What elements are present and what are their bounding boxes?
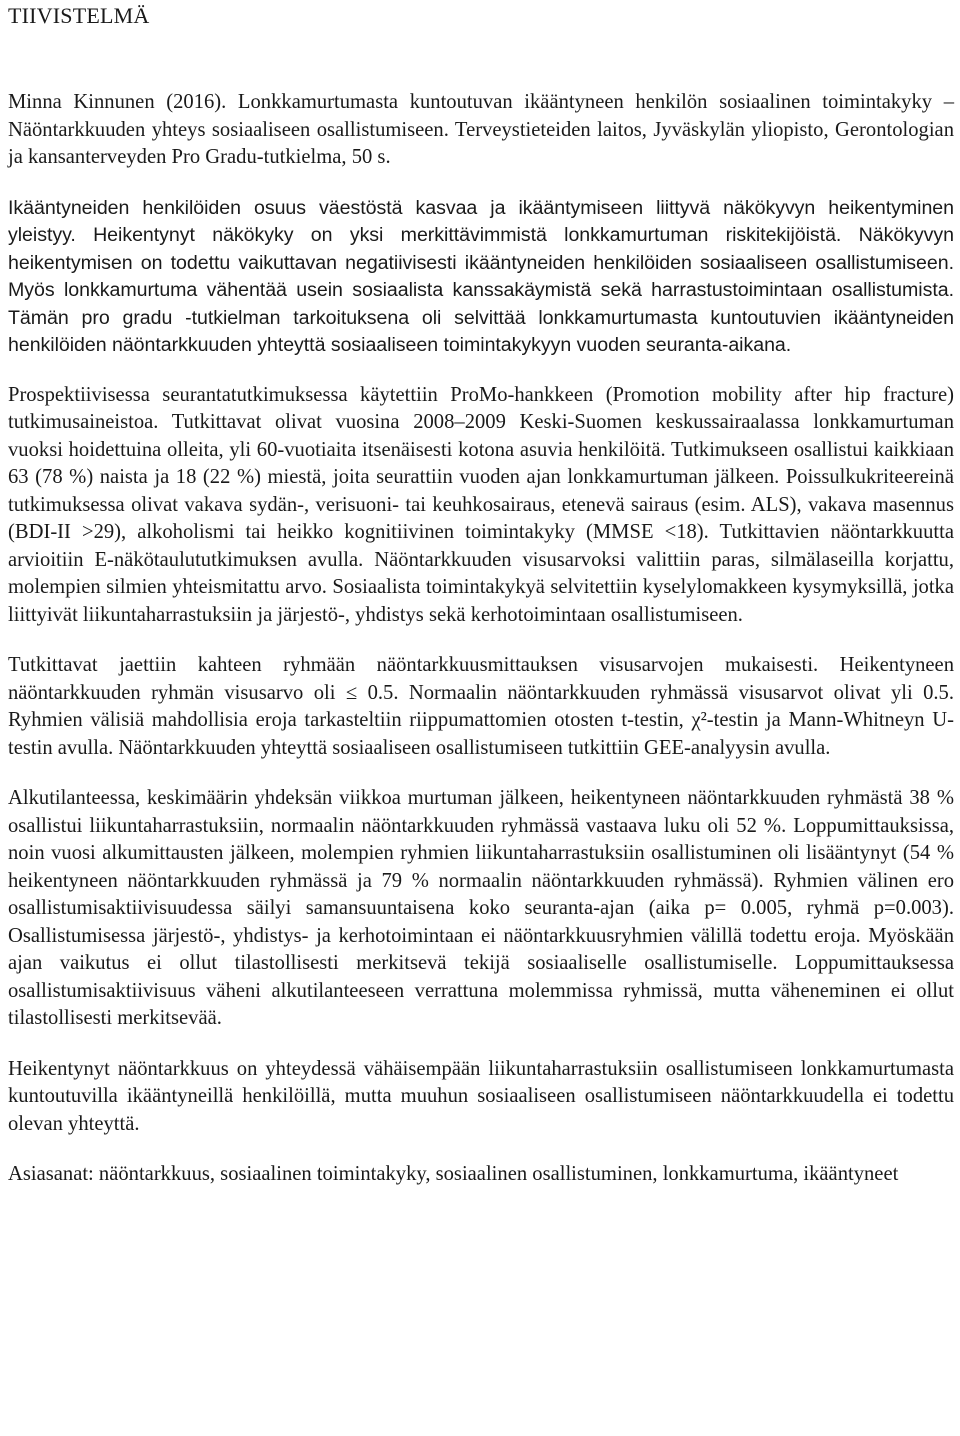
results-paragraph: Alkutilanteessa, keskimäärin yhdeksän viikkoa murtuman jälkeen, heikentyneen näöntarkkuuden ryhmästä 38 % osallistui liikuntaharrastuksiin, normaalin näöntarkkuuden ryhmässä vastaava luku oli 52 %. Loppumittauksissa, noin vuosi alkumittausten jälkeen, molempien ryhmien liikuntaharrastuksiin osallistuminen oli lisääntynyt (54 % heikentyneen näöntarkkuuden ryhmässä ja 79 % normaalin näöntarkkuuden ryhmässä). Ryhmien välinen ero osallistumisaktiivisuudessa säilyi samansuuntaisena koko seuranta-ajan (aika p= 0.005, ryhmä p=0.003). Osallistumisessa järjestö-, yhdistys- ja kerhotoimintaan ei näöntarkkuusryhmien välillä todettu eroja. Myöskään ajan vaikutus ei ollut tilastollisesti merkitsevä tekijä sosiaaliselle osallistumiselle. Loppumittauksessa osallistumisaktiivisuus väheni alkutilanteeseen verrattuna molemmissa ryhmissä, mutta väheneminen ei ollut tilastollisesti merkitsevää. [8,787,954,1029]
abstract-page [8,0,954,1189]
analysis-paragraph: Tutkittavat jaettiin kahteen ryhmään näöntarkkuusmittauksen visusarvojen mukaisesti. Heikentyneen näöntarkkuuden ryhmän visusarvo oli ≤ 0.5. Normaalin näöntarkkuuden ryhmässä visusarvot olivat yli 0.5. Ryhmien välisiä mahdollisia eroja tarkasteltiin riippumattomien otosten t-testin, χ²-testin ja Mann-Whitneyn U-testin avulla. Näöntarkkuuden yhteyttä sosiaaliseen osallistumiseen tutkittiin GEE-analyysin avulla. [8,654,954,759]
page-title: TIIVISTELMÄ [8,3,150,28]
citation-paragraph: Minna Kinnunen (2016). Lonkkamurtumasta kuntoutuvan ikääntyneen henkilön sosiaalinen toimintakyky – Näöntarkkuuden yhteys sosiaaliseen osallistumiseen. Terveystieteiden laitos, Jyväskylän yliopisto, Gerontologian ja kansanterveyden Pro Gradu-tutkielma, 50 s. [8,91,954,168]
conclusion-paragraph: Heikentynyt näöntarkkuus on yhteydessä vähäisempään liikuntaharrastuksiin osallistumiseen lonkkamurtumasta kuntoutuvilla ikääntyneillä henkilöillä, mutta muuhun sosiaaliseen osallistumiseen näöntarkkuudella ei todettu olevan yhteyttä. [8,1057,954,1135]
keywords-paragraph: Asiasanat: näöntarkkuus, sosiaalinen toimintakyky, sosiaalinen osallistuminen, lonkkamurtuma, ikääntyneet [8,1163,899,1185]
background-paragraph: Ikääntyneiden henkilöiden osuus väestöstä kasvaa ja ikääntymiseen liittyvä näkökyvyn heikentyminen yleistyy. Heikentynyt näkökyky on yksi merkittävimmistä lonkkamurtuman riskitekijöistä. Näkökyvyn heikentymisen on todettu vaikuttavan negatiivisesti ikääntyneiden henkilöiden sosiaaliseen osallistumiseen. Myös lonkkamurtuma vähentää usein sosiaalista kanssakäymistä sekä harrastustoimintaan osallistumista. Tämän pro gradu -tutkielman tarkoituksena oli selvittää lonkkamurtumasta kuntoutuvien ikääntyneiden henkilöiden näöntarkkuuden yhteyttä sosiaaliseen toimintakykyyn vuoden seuranta-aikana. [8,196,954,356]
methods-paragraph: Prospektiivisessa seurantatutkimuksessa käytettiin ProMo-hankkeen (Promotion mobility after hip fracture) tutkimusaineistoa. Tutkittavat olivat vuosina 2008–2009 Keski-Suomen keskussairaalassa lonkkamurtuman vuoksi hoidettuina olleita, yli 60-vuotiaita itsenäisesti kotona asuvia henkilöitä. Tutkimukseen osallistui kaikkiaan 63 (78 %) naista ja 18 (22 %) miestä, joita seurattiin vuoden ajan lonkkamurtuman jälkeen. Poissulkukriteereinä tutkimuksessa olivat vakava sydän-, verisuoni- tai keuhkosairaus, etenevä sairaus (esim. ALS), vakava masennus (BDI-II >29), alkoholismi tai heikko kognitiivinen toimintakyky (MMSE <18). Tutkittavien näöntarkkuutta arvioitiin E-näkötaulututkimuksen avulla. Näöntarkkuuden visusarvoksi valittiin paras, silmälaseilla korjattu, molempien silmien yhteismitattu arvo. Sosiaalista toimintakykyä selvitettiin kyselylomakkeen kysymyksillä, jotka liittyivät liikuntaharrastuksiin ja järjestö-, yhdistys sekä kerhotoimintaan osallistumiseen. [8,383,954,626]
